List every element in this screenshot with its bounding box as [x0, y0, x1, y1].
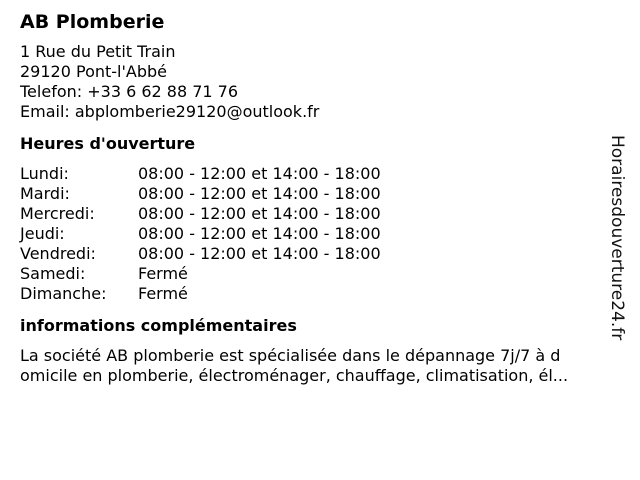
- hours-table: [20, 164, 600, 304]
- time-value: 08:00 - 12:00 et 14:00 - 18:00: [138, 244, 381, 263]
- time-value: Fermé: [138, 264, 188, 283]
- email: Email: abplomberie29120@outlook.fr: [20, 102, 320, 121]
- site-watermark: Horairesdouverture24.fr: [607, 135, 627, 341]
- address-line-1: 1 Rue du Petit Train: [20, 42, 176, 61]
- day-label: Dimanche:: [20, 284, 107, 303]
- time-value: Fermé: [138, 284, 188, 303]
- hours-row-friday: [20, 244, 600, 264]
- hours-heading: Heures d'ouverture: [20, 134, 196, 153]
- info-heading: informations complémentaires: [20, 316, 297, 335]
- address-line-2: 29120 Pont-l'Abbé: [20, 62, 167, 81]
- hours-row-thursday: [20, 224, 600, 244]
- day-label: Mercredi:: [20, 204, 95, 223]
- day-label: Vendredi:: [20, 244, 96, 263]
- time-value: 08:00 - 12:00 et 14:00 - 18:00: [138, 224, 381, 243]
- time-value: 08:00 - 12:00 et 14:00 - 18:00: [138, 184, 381, 203]
- hours-row-tuesday: [20, 184, 600, 204]
- business-card: [20, 10, 600, 386]
- info-line-2: omicile en plomberie, électroménager, chauffage, climatisation, él...: [20, 366, 569, 385]
- info-line-1: La société AB plomberie est spécialisée dans le dépannage 7j/7 à d: [20, 346, 561, 365]
- hours-row-sunday: [20, 284, 600, 304]
- day-label: Lundi:: [20, 164, 69, 183]
- hours-row-wednesday: [20, 204, 600, 224]
- day-label: Mardi:: [20, 184, 70, 203]
- info-description: [20, 346, 620, 386]
- hours-row-saturday: [20, 264, 600, 284]
- day-label: Samedi:: [20, 264, 86, 283]
- time-value: 08:00 - 12:00 et 14:00 - 18:00: [138, 204, 381, 223]
- business-name: AB Plomberie: [20, 11, 165, 33]
- time-value: 08:00 - 12:00 et 14:00 - 18:00: [138, 164, 381, 183]
- hours-row-monday: [20, 164, 600, 184]
- phone: Telefon: +33 6 62 88 71 76: [20, 82, 239, 101]
- day-label: Jeudi:: [20, 224, 65, 243]
